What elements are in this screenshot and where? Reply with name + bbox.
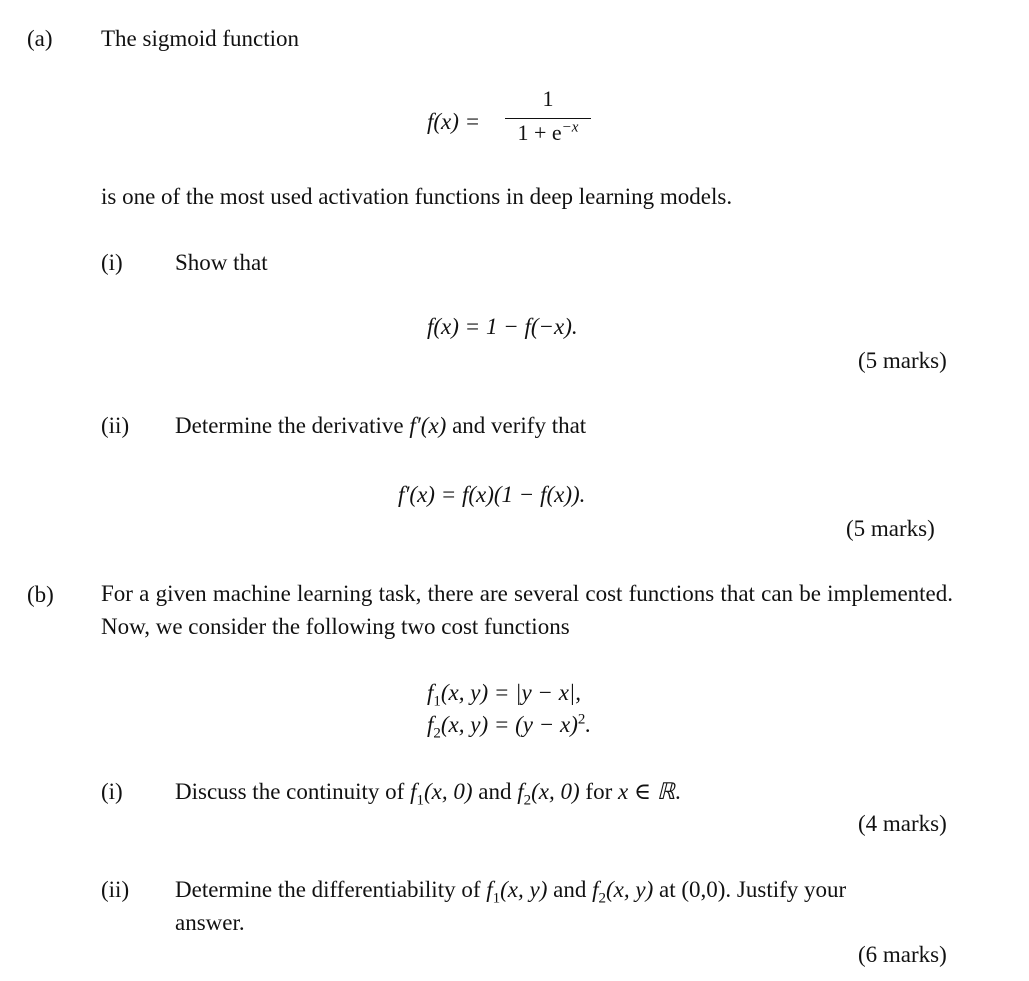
part-b-i-and: and: [478, 779, 512, 804]
eq1-rhs: (x, y) = |y − x|,: [440, 680, 581, 705]
part-b-i-f2-args: (x, 0): [531, 779, 580, 804]
part-a-ii-formula: f′(x) = f(x)(1 − f(x)).: [398, 482, 586, 507]
eq2-rhs: (x, y) = (y − x): [440, 712, 578, 737]
part-b-ii-text1: Determine the differentiability of: [175, 877, 481, 902]
eq1-f: f: [427, 680, 434, 705]
cost-function-2: [427, 711, 592, 742]
part-b-i-f2-sub: 2: [523, 792, 532, 809]
eq1-subscript: 1: [433, 693, 441, 710]
part-b-ii-text3: answer.: [175, 910, 245, 935]
part-a-intro: The sigmoid function: [101, 26, 300, 51]
sigmoid-numerator: 1: [542, 86, 554, 111]
part-b-ii-f1-args: (x, y): [500, 877, 548, 902]
part-b-i-text1: Discuss the continuity of: [175, 779, 405, 804]
part-b-i-domain: x ∈ ℝ: [617, 779, 675, 804]
part-b-ii-f2-sub: 2: [598, 890, 606, 907]
part-b-i-marks: (4 marks): [858, 811, 947, 836]
part-a-ii-label: (ii): [101, 413, 130, 438]
denominator-exponent: −x: [561, 119, 579, 136]
part-a-ii-text-after: and verify that: [452, 413, 587, 438]
part-b-ii-label: (ii): [101, 877, 130, 902]
eq2-subscript: 2: [433, 725, 441, 742]
part-b-ii-text: [175, 876, 847, 907]
part-b-i-label: (i): [101, 779, 123, 804]
part-b-ii-f1-sub: 1: [492, 890, 501, 907]
part-b-i-text3: .: [674, 779, 681, 804]
part-a-ii-text: [175, 412, 586, 440]
part-a-label: (a): [27, 26, 53, 51]
part-b-ii-f2: f: [592, 877, 599, 902]
eq2-f: f: [427, 712, 434, 737]
part-a-ii-text-math: f′(x): [409, 413, 447, 438]
part-b-i-f1: f: [410, 779, 417, 804]
part-b-i-f1-sub: 1: [416, 792, 424, 809]
part-b-intro: For a given machine learning task, there are several cost functions that can be implemented. Now, we consider the following two cost functions: [101, 581, 953, 639]
part-a-ii-text-before: Determine the derivative: [175, 413, 404, 438]
part-b-i-f2: f: [517, 779, 524, 804]
denominator-base: 1 + e: [517, 120, 562, 145]
part-a-i-marks: (5 marks): [858, 348, 947, 373]
eq2-superscript: 2: [577, 711, 586, 728]
part-a-description: is one of the most used activation functions in deep learning models.: [101, 184, 733, 209]
sigmoid-denominator: [505, 120, 591, 146]
part-b-ii-and: and: [553, 877, 587, 902]
part-a-i-formula: f(x) = 1 − f(−x).: [427, 314, 578, 339]
eq2-end: .: [585, 712, 592, 737]
cost-function-1: [427, 679, 581, 710]
part-b-ii-text2: at (0,0). Justify your: [659, 877, 847, 902]
sigmoid-formula-lhs: f(x) =: [427, 109, 481, 134]
part-b-i-f1-args: (x, 0): [423, 779, 473, 804]
part-a-ii-marks: (5 marks): [846, 516, 935, 541]
part-b-ii-marks: (6 marks): [858, 942, 947, 967]
part-b-i-text: [175, 778, 681, 809]
part-a-i-text: Show that: [175, 250, 268, 275]
part-b-ii-f2-args: (x, y): [606, 877, 654, 902]
part-b-i-text2: for: [585, 779, 613, 804]
part-b-ii-f1: f: [486, 877, 493, 902]
part-a-i-label: (i): [101, 250, 123, 275]
sigmoid-fraction: [505, 86, 591, 152]
part-b-label: (b): [27, 582, 54, 607]
